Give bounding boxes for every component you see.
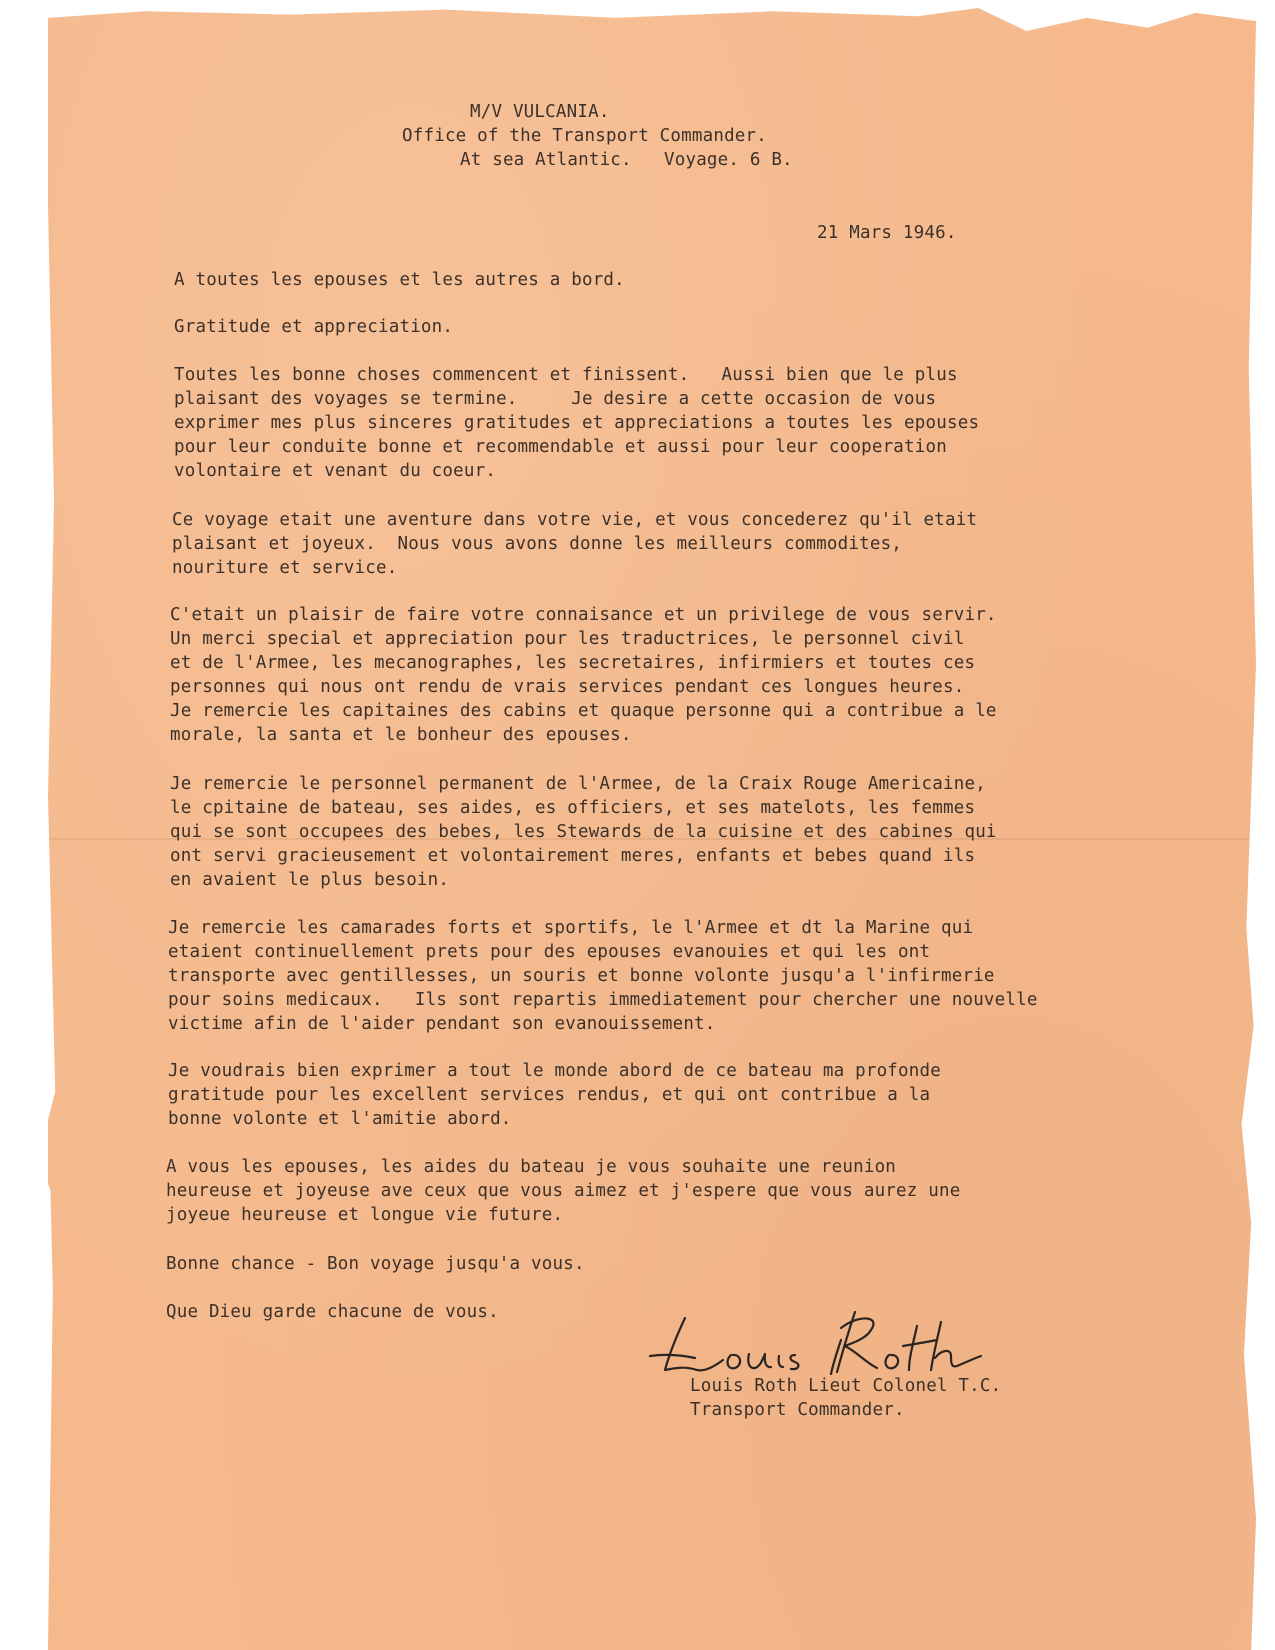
paragraph-line: Je voudrais bien exprimer a tout le monde abord de ce bateau ma profonde: [168, 1061, 941, 1081]
paragraph-line: gratitude pour les excellent services rendus, et qui ont contribue a la: [168, 1085, 931, 1105]
paragraph-6: [168, 1059, 1218, 1131]
paragraph-4: [170, 772, 1220, 892]
letterhead-ship-name: M/V VULCANIA.: [470, 102, 610, 122]
paragraph-line: Je remercie les camarades forts et sportifs, le l'Armee et dt la Marine qui: [168, 918, 974, 938]
signatory-name-rank: Louis Roth Lieut Colonel T.C.: [690, 1376, 1002, 1396]
subject-line: Gratitude et appreciation.: [174, 317, 454, 337]
paragraph-line: plaisant des voyages se termine. Je desire a cette occasion de vous: [174, 389, 937, 409]
letterhead-office: Office of the Transport Commander.: [402, 126, 768, 146]
paragraph-line: joyeue heureuse et longue vie future.: [166, 1205, 564, 1225]
paragraph-line: A vous les epouses, les aides du bateau je vous souhaite une reunion: [166, 1157, 897, 1177]
salutation: A toutes les epouses et les autres a bord.: [174, 270, 625, 290]
paragraph-line: Je remercie le personnel permanent de l'Armee, de la Craix Rouge Americaine,: [170, 774, 986, 794]
paragraph-line: le cpitaine de bateau, ses aides, es officiers, et ses matelots, les femmes: [170, 798, 976, 818]
paragraph-line: Un merci special et appreciation pour les traductrices, le personnel civil: [170, 629, 965, 649]
paragraph-line: en avaient le plus besoin.: [170, 870, 450, 890]
paragraph-line: nouriture et service.: [172, 558, 398, 578]
paragraph-5: [168, 916, 1218, 1036]
paragraph-line: pour soins medicaux. Ils sont repartis immediatement pour chercher une nouvelle: [168, 990, 1038, 1010]
paragraph-2: [172, 508, 1222, 580]
paragraph-line: transporte avec gentillesses, un souris et bonne volonte jusqu'a l'infirmerie: [168, 966, 995, 986]
paragraph-line: exprimer mes plus sinceres gratitudes et appreciations a toutes les epouses: [174, 413, 980, 433]
paragraph-7: [166, 1155, 1216, 1227]
paragraph-line: C'etait un plaisir de faire votre connaisance et un privilege de vous servir.: [170, 605, 997, 625]
closing-wish: Bonne chance - Bon voyage jusqu'a vous.: [166, 1254, 585, 1274]
paragraph-line: qui se sont occupees des bebes, les Stewards de la cuisine et des cabines qui: [170, 822, 997, 842]
paragraph-3: [170, 603, 1220, 747]
paragraph-line: victime afin de l'aider pendant son evanouissement.: [168, 1014, 716, 1034]
paragraph-line: Toutes les bonne choses commencent et finissent. Aussi bien que le plus: [174, 365, 958, 385]
paragraph-line: bonne volonte et l'amitie abord.: [168, 1109, 512, 1129]
paragraph-line: Ce voyage etait une aventure dans votre vie, et vous concederez qu'il etait: [172, 510, 978, 530]
paragraph-line: plaisant et joyeux. Nous vous avons donne les meilleurs commodites,: [172, 534, 903, 554]
paragraph-line: et de l'Armee, les mecanographes, les secretaires, infirmiers et toutes ces: [170, 653, 976, 673]
signatory-title: Transport Commander.: [690, 1400, 905, 1420]
paragraph-line: morale, la santa et le bonheur des epouses.: [170, 725, 632, 745]
paragraph-line: heureuse et joyeuse ave ceux que vous aimez et j'espere que vous aurez une: [166, 1181, 961, 1201]
paragraph-1: [174, 363, 1224, 483]
paragraph-line: ont servi gracieusement et volontairement meres, enfants et bebes quand ils: [170, 846, 976, 866]
letter-date: 21 Mars 1946.: [817, 223, 957, 243]
paragraph-line: etaient continuellement prets pour des epouses evanouies et qui les ont: [168, 942, 931, 962]
paragraph-line: personnes qui nous ont rendu de vrais services pendant ces longues heures.: [170, 677, 965, 697]
letterhead-location-voyage: At sea Atlantic. Voyage. 6 B.: [460, 150, 793, 170]
paragraph-line: volontaire et venant du coeur.: [174, 461, 497, 481]
paragraph-line: pour leur conduite bonne et recommendable et aussi pour leur cooperation: [174, 437, 947, 457]
closing-blessing: Que Dieu garde chacune de vous.: [166, 1302, 499, 1322]
paragraph-line: Je remercie les capitaines des cabins et quaque personne qui a contribue a le: [170, 701, 997, 721]
